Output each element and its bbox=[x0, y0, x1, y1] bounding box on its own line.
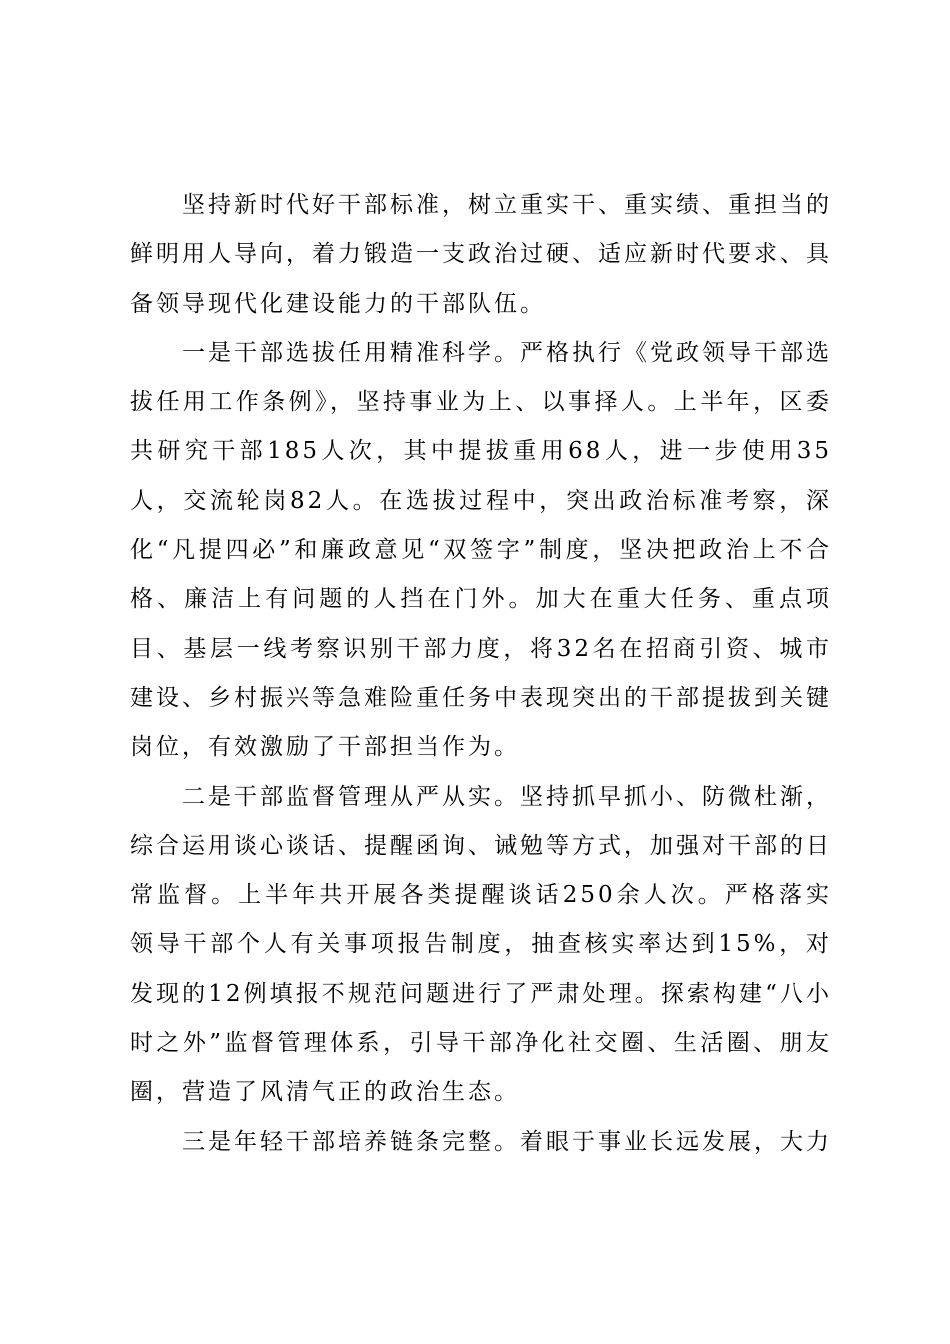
paragraph-supervision: 二是干部监督管理从严从实。坚持抓早抓小、防微杜渐，综合运用谈心谈话、提醒函询、诫勉等方式，加强对干部的日常监督。上半年共开展各类提醒谈话250余人次。严格落实领导干部个人有关事项报告制度，抽查核实率达到15%，对发现的12例填报不规范问题进行了严肃处理。探索构建“八小时之外”监督管理体系，引导干部净化社交圈、生活圈、朋友圈，营造了风清气正的政治生态。 bbox=[130, 783, 832, 1106]
paragraph-selection: 一是干部选拔任用精准科学。严格执行《党政领导干部选拔任用工作条例》，坚持事业为上、以事择人。上半年，区委共研究干部185人次，其中提拔重用68人，进一步使用35人，交流轮岗82人。在选拔过程中，突出政治标准考察，深化“凡提四必”和廉政意见“双签字”制度，坚决把政治上不合格、廉洁上有问题的人挡在门外。加大在重大任务、重点项目、基层一线考察识别干部力度，将32名在招商引资、城市建设、乡村振兴等急难险重任务中表现突出的干部提拔到关键岗位，有效激励了干部担当作为。 bbox=[130, 339, 832, 761]
paragraph-intro: 坚持新时代好干部标准，树立重实干、重实绩、重担当的鲜明用人导向，着力锻造一支政治过硬、适应新时代要求、具备领导现代化建设能力的干部队伍。 bbox=[130, 192, 832, 317]
document-body bbox=[130, 181, 832, 1167]
paragraph-young-cadres: 三是年轻干部培养链条完整。着眼于事业长远发展，大力 bbox=[182, 1128, 832, 1155]
